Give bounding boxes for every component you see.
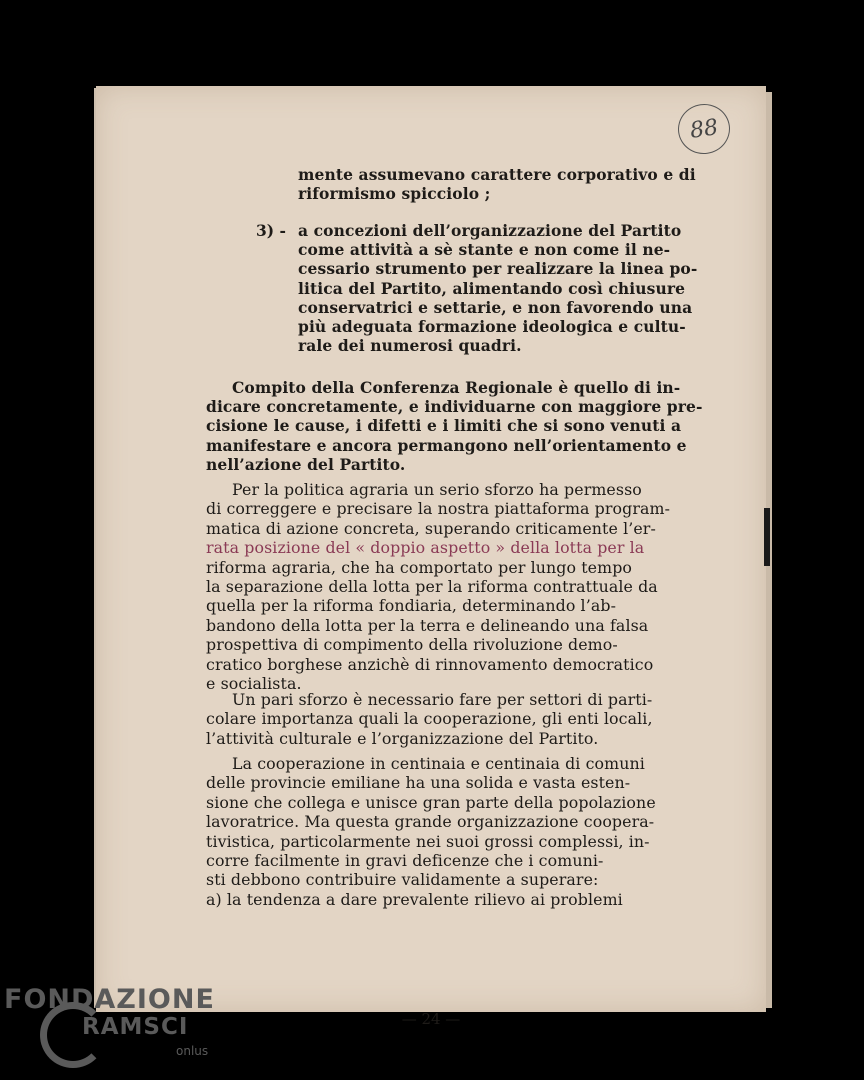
text-line: come attività a sè stante e non come il ne-	[298, 240, 671, 260]
sectors-paragraph	[206, 690, 693, 748]
text-line: quella per la riforma fondiaria, determinando l’ab-	[206, 596, 617, 616]
logo-text-top: FONDAZIONE	[4, 984, 215, 1015]
archive-number-stamp: 88	[675, 101, 733, 158]
text-line: riformismo spicciolo ;	[298, 184, 491, 204]
text-line: conservatrici e settarie, e non favorendo una	[298, 297, 693, 317]
text-line: mente assumevano carattere corporativo e di	[298, 165, 696, 184]
page-number: — 24 —	[401, 1010, 461, 1028]
text-line: cratico borghese anzichè di rinnovamento democratico	[206, 654, 654, 674]
agrarian-policy-paragraph	[206, 480, 693, 693]
text-line: l’attività culturale e l’organizzazione del Partito.	[206, 728, 599, 748]
text-line: di correggere e precisare la nostra piattaforma program-	[206, 499, 671, 519]
text-line: la separazione della lotta per la riforma contrattuale da	[206, 577, 658, 597]
text-line: sione che collega e unisce gran parte della popolazione	[206, 792, 656, 812]
list-item-3	[298, 221, 698, 356]
text-line: sti debbono contribuire validamente a superare:	[206, 870, 599, 890]
text-line: Un pari sforzo è necessario fare per settori di parti-	[232, 690, 653, 709]
text-line: più adeguata formazione ideologica e cultu-	[298, 317, 686, 337]
text-line: a concezioni dell’organizzazione del Partito	[298, 221, 682, 240]
logo-subtitle: onlus	[176, 1044, 209, 1058]
text-line: Per la politica agraria un serio sforzo ha permesso	[232, 480, 642, 499]
text-line: lavoratrice. Ma questa grande organizzazione coopera-	[206, 812, 655, 832]
text-line: colare importanza quali la cooperazione, gli enti locali,	[206, 709, 653, 729]
text-line: riforma agraria, che ha comportato per lungo tempo	[206, 557, 633, 577]
text-line: cisione le cause, i difetti e i limiti che si sono venuti a	[206, 416, 682, 436]
text-block-continuation	[298, 165, 696, 204]
text-line: delle provincie emiliane ha una solida e vasta esten-	[206, 773, 631, 793]
text-line: tivistica, particolarmente nei suoi grossi complessi, in-	[206, 831, 650, 851]
text-line: cessario strumento per realizzare la linea po-	[298, 259, 698, 279]
cooperation-paragraph	[206, 754, 693, 909]
logo-text-bottom: RAMSCI	[82, 1014, 189, 1040]
binding-tab	[764, 508, 770, 566]
conference-task-paragraph	[206, 378, 703, 474]
text-line: rale dei numerosi quadri.	[298, 336, 522, 356]
text-line: manifestare e ancora permangono nell’orientamento e	[206, 435, 687, 455]
text-line: prospettiva di compimento della rivoluzione demo-	[206, 635, 618, 655]
text-line: a) la tendenza a dare prevalente rilievo ai problemi	[206, 889, 623, 909]
list-item-number: 3) -	[256, 221, 286, 240]
text-line: litica del Partito, alimentando così chiusure	[298, 278, 686, 298]
text-line: Compito della Conferenza Regionale è quello di in-	[232, 378, 681, 397]
text-line: dicare concretamente, e individuarne con maggiore pre-	[206, 397, 703, 417]
text-line: e socialista.	[206, 674, 302, 694]
text-line: La cooperazione in centinaia e centinaia di comuni	[232, 754, 645, 773]
text-line: nell’azione del Partito.	[206, 454, 406, 474]
text-line: matica di azione concreta, superando criticamente l’er-	[206, 518, 656, 538]
text-line: rata posizione del « doppio aspetto » della lotta per la	[206, 538, 645, 558]
text-line: corre facilmente in gravi deficenze che i comuni-	[206, 851, 604, 871]
text-line: bandono della lotta per la terra e delineando una falsa	[206, 615, 649, 635]
fondazione-gramsci-logo	[4, 984, 224, 1080]
